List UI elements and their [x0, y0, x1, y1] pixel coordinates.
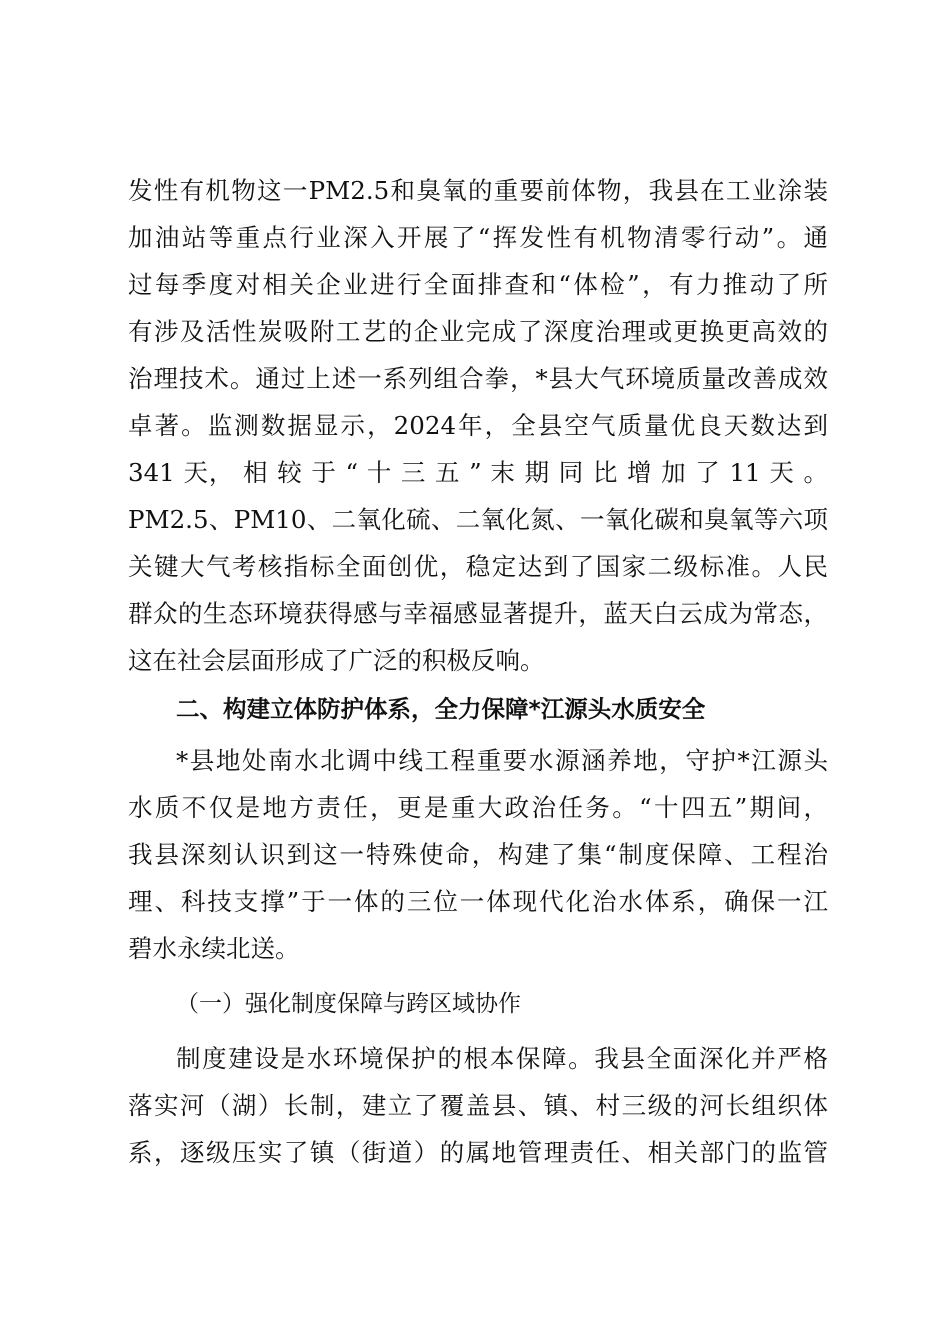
paragraph-2-line-3: 我县深刻认识到这一特殊使命，构建了集“制度保障、工程治 — [128, 840, 828, 869]
section-heading: 二、构建立体防护体系，全力保障*江源头水质安全 — [176, 695, 706, 723]
paragraph-1-line-1: 发性有机物这一PM2.5和臭氧的重要前体物，我县在工业涂装 — [128, 176, 828, 205]
paragraph-1-line-5: 治理技术。通过上述一系列组合拳，*县大气环境质量改善成效 — [128, 364, 828, 393]
subsection-heading: （一）强化制度保障与跨区域协作 — [176, 991, 521, 1017]
paragraph-1-line-3: 过每季度对相关企业进行全面排查和“体检”，有力推动了所 — [128, 270, 828, 299]
paragraph-2-line-1: *县地处南水北调中线工程重要水源涵养地，守护*江源头 — [176, 746, 828, 775]
paragraph-1-line-7: 341 天， 相 较 于 “ 十 三 五 ” 末 期 同 比 增 加 了 11 天 。 — [128, 458, 828, 487]
paragraph-1-line-2: 加油站等重点行业深入开展了“挥发性有机物清零行动”。通 — [128, 223, 828, 252]
paragraph-1-line-6: 卓著。监测数据显示，2024年，全县空气质量优良天数达到 — [128, 411, 828, 440]
paragraph-3-line-2: 落实河（湖）长制，建立了覆盖县、镇、村三级的河长组织体 — [128, 1091, 828, 1120]
paragraph-1-line-4: 有涉及活性炭吸附工艺的企业完成了深度治理或更换更高效的 — [128, 317, 828, 346]
paragraph-1-line-11: 这在社会层面形成了广泛的积极反响。 — [128, 646, 545, 675]
paragraph-3-line-1: 制度建设是水环境保护的根本保障。我县全面深化并严格 — [176, 1044, 828, 1073]
paragraph-3-line-3: 系，逐级压实了镇（街道）的属地管理责任、相关部门的监管 — [128, 1138, 828, 1167]
paragraph-1-line-8: PM2.5、PM10、二氧化硫、二氧化氮、一氧化碳和臭氧等六项 — [128, 505, 828, 534]
paragraph-2-line-2: 水质不仅是地方责任，更是重大政治任务。“十四五”期间， — [128, 793, 828, 822]
paragraph-1-line-9: 关键大气考核指标全面创优，稳定达到了国家二级标准。人民 — [128, 552, 828, 581]
paragraph-2-line-5: 碧水永续北送。 — [128, 934, 300, 963]
paragraph-1-line-10: 群众的生态环境获得感与幸福感显著提升，蓝天白云成为常态， — [128, 599, 828, 628]
paragraph-2-line-4: 理、科技支撑”于一体的三位一体现代化治水体系，确保一江 — [128, 887, 828, 916]
